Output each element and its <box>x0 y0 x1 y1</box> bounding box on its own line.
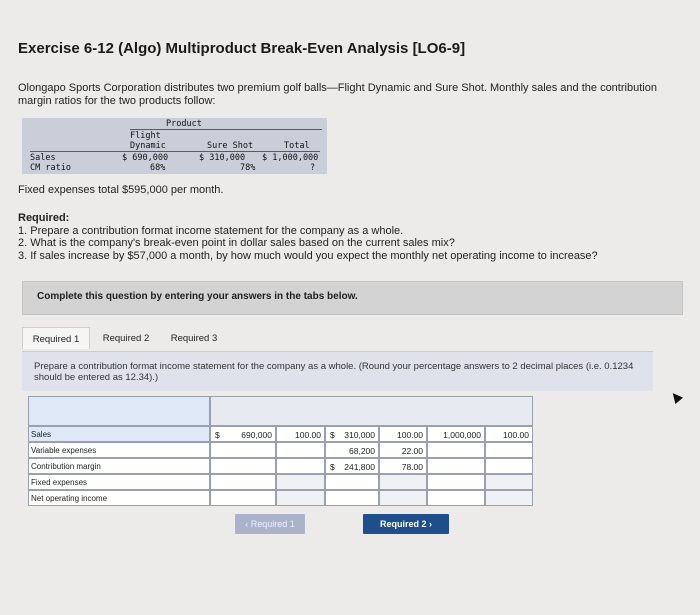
exercise-title: Exercise 6-12 (Algo) Multiproduct Break-Even Analysis [LO6-9] <box>18 40 466 57</box>
flight-cm-amount-input[interactable] <box>210 458 276 474</box>
flight-variable-pct-input[interactable] <box>276 442 325 458</box>
row-cm-label: CM ratio <box>30 163 71 173</box>
row-cm-sure: 78% <box>240 163 256 173</box>
chevron-right-icon: › <box>426 519 432 529</box>
row-label-contribution-margin: Contribution margin <box>28 458 210 474</box>
sure-sales-amount-value: 310,000 <box>344 430 375 440</box>
row-label-sales: Sales <box>28 426 210 442</box>
row-label-variable-expenses: Variable expenses <box>28 442 210 458</box>
value-header-band <box>210 396 533 426</box>
sure-variable-pct-input[interactable]: 22.00 <box>379 442 427 458</box>
row-sales-flight: $ 690,000 <box>122 153 169 163</box>
sure-fixed-pct-cell <box>379 474 427 490</box>
mouse-cursor-icon <box>669 390 683 404</box>
col-sure-shot: Sure Shot <box>207 141 254 151</box>
row-sales-label: Sales <box>30 153 56 163</box>
product-table <box>22 118 327 174</box>
instruction-panel: Prepare a contribution format income statement for the company as a whole. (Round your percentage answers to 2 decimal places (i.e. 0.1234 should be entered as 12.34).) <box>22 351 653 391</box>
col-total: Total <box>284 141 310 151</box>
header-divider <box>130 129 322 130</box>
required-section <box>18 212 688 262</box>
total-variable-amount-input[interactable] <box>427 442 485 458</box>
required-item-1: 1. Prepare a contribution format income statement for the company as a whole. <box>18 224 404 237</box>
flight-cm-pct-input[interactable] <box>276 458 325 474</box>
total-fixed-pct-cell <box>485 474 533 490</box>
columns-divider <box>30 151 320 152</box>
col-flight-line1: Flight <box>130 131 161 141</box>
row-label-fixed-expenses: Fixed expenses <box>28 474 210 490</box>
next-button-label: Required 2 <box>379 519 427 529</box>
next-required-button[interactable] <box>363 514 449 534</box>
product-group-header: Product <box>166 119 202 129</box>
fixed-expenses-text: Fixed expenses total $595,000 per month. <box>18 184 224 196</box>
flight-noi-amount-input[interactable] <box>210 490 276 506</box>
row-cm-flight: 68% <box>150 163 166 173</box>
total-cm-pct-input[interactable] <box>485 458 533 474</box>
tab-required-1[interactable]: Required 1 <box>22 327 90 349</box>
row-label-net-operating-income: Net operating income <box>28 490 210 506</box>
exercise-intro: Olongapo Sports Corporation distributes two premium golf balls—Flight Dynamic and Sure Shot. Monthly sales and the contribution margin ratios for the two products follow: <box>18 82 657 107</box>
flight-sales-dollar: $ <box>215 430 220 440</box>
row-cm-total: ? <box>310 163 316 173</box>
total-sales-pct-input[interactable]: 100.00 <box>485 426 533 442</box>
flight-fixed-pct-cell <box>276 474 325 490</box>
flight-noi-pct-cell <box>276 490 325 506</box>
prev-button-label: Required 1 <box>250 519 295 529</box>
required-heading: Required: <box>18 212 70 224</box>
flight-sales-amount-input[interactable] <box>210 426 276 442</box>
total-noi-amount-input[interactable] <box>427 490 485 506</box>
sure-fixed-amount-input[interactable] <box>325 474 379 490</box>
total-sales-amount-input[interactable]: 1,000,000 <box>427 426 485 442</box>
sure-cm-dollar: $ <box>330 462 335 472</box>
sure-cm-pct-input[interactable]: 78.00 <box>379 458 427 474</box>
sure-sales-amount-input[interactable] <box>325 426 379 442</box>
total-noi-pct-cell <box>485 490 533 506</box>
sure-cm-amount-value: 241,800 <box>344 462 375 472</box>
flight-variable-amount-input[interactable] <box>210 442 276 458</box>
tab-required-2[interactable]: Required 2 <box>102 333 150 344</box>
sure-sales-pct-input[interactable]: 100.00 <box>379 426 427 442</box>
sure-noi-amount-input[interactable] <box>325 490 379 506</box>
label-header-band <box>28 396 210 426</box>
flight-fixed-amount-input[interactable] <box>210 474 276 490</box>
row-sales-total: $ 1,000,000 <box>262 153 319 163</box>
instructions-banner: Complete this question by entering your answers in the tabs below. <box>22 281 683 315</box>
row-sales-sure: $ 310,000 <box>199 153 246 163</box>
required-item-3: 3. If sales increase by $57,000 a month, by how much would you expect the monthly net operating income to increase? <box>18 249 598 262</box>
sure-noi-pct-cell <box>379 490 427 506</box>
total-variable-pct-input[interactable] <box>485 442 533 458</box>
chevron-left-icon: ‹ <box>245 519 251 529</box>
col-flight-line2: Dynamic <box>130 141 166 151</box>
total-cm-amount-input[interactable] <box>427 458 485 474</box>
flight-sales-pct-input[interactable]: 100.00 <box>276 426 325 442</box>
sure-variable-amount-input[interactable]: 68,200 <box>325 442 379 458</box>
prev-required-button[interactable] <box>235 514 305 534</box>
sure-sales-dollar: $ <box>330 430 335 440</box>
required-item-2: 2. What is the company's break-even point in dollar sales based on the current sales mix? <box>18 237 455 249</box>
total-fixed-amount-input[interactable] <box>427 474 485 490</box>
sure-cm-amount-input[interactable] <box>325 458 379 474</box>
flight-sales-amount-value: 690,000 <box>241 430 272 440</box>
tab-required-3[interactable]: Required 3 <box>170 333 218 344</box>
